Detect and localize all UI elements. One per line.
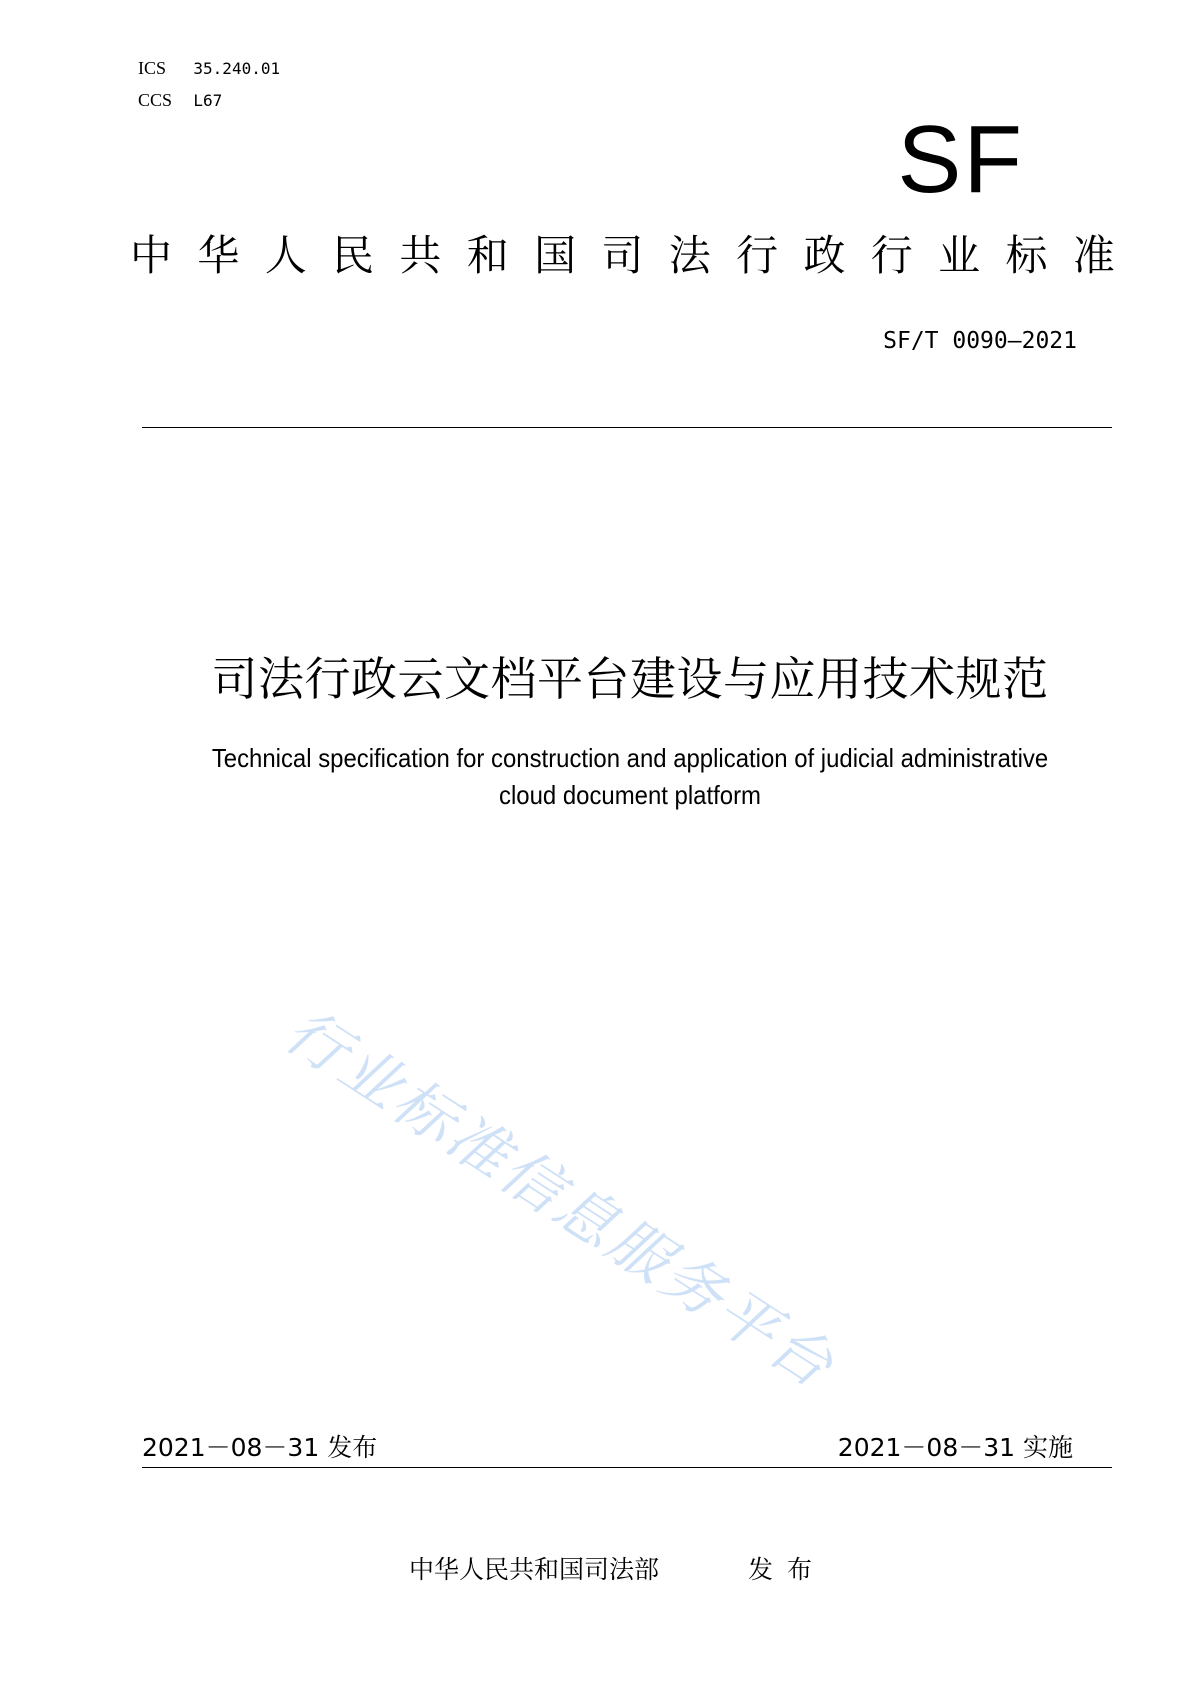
standard-mark-logo: SF [897,106,1024,213]
standard-category-char: 行 [736,231,779,280]
publish-action: 发布 [748,1555,827,1584]
issue-date: 2021－08－31 发布 [142,1433,378,1462]
standard-category-char: 准 [1072,231,1115,280]
standard-category-char: 法 [668,231,711,280]
title-english-line-1: Technical specification for construction and application of judicial administrative [211,743,1049,773]
standard-category-char: 标 [1005,231,1048,280]
standard-category-char: 中 [130,231,173,280]
standard-category-char: 民 [332,231,375,280]
ics-label: ICS [138,58,167,78]
standard-category-char: 国 [534,231,577,280]
watermark: 行业标准信息服务平台 [272,995,848,1404]
bottom-divider [142,1467,1112,1468]
ccs-row [138,90,222,111]
standard-category-char: 政 [803,231,846,280]
standard-category-char: 人 [264,231,307,280]
top-divider [142,427,1112,428]
ics-value: 35.240.01 [193,59,281,78]
title-chinese: 司法行政云文档平台建设与应用技术规范 [211,652,1049,706]
publisher-name: 中华人民共和国司法部 [409,1555,660,1584]
standard-category-char: 业 [938,231,981,280]
standard-category-char: 行 [870,231,913,280]
title-english-line-2: cloud document platform [499,780,761,810]
ics-row [138,58,280,79]
standard-number: SF/T 0090—2021 [883,328,1077,354]
standard-category-char: 共 [399,231,442,280]
title-english [50,740,1190,814]
standard-category-char: 司 [601,231,644,280]
standard-category [130,233,1115,279]
implementation-date: 2021－08－31 实施 [837,1433,1073,1462]
ccs-label: CCS [138,90,173,110]
ccs-value: L67 [193,91,223,110]
standard-category-char: 和 [466,231,509,280]
standard-category-char: 华 [197,231,240,280]
